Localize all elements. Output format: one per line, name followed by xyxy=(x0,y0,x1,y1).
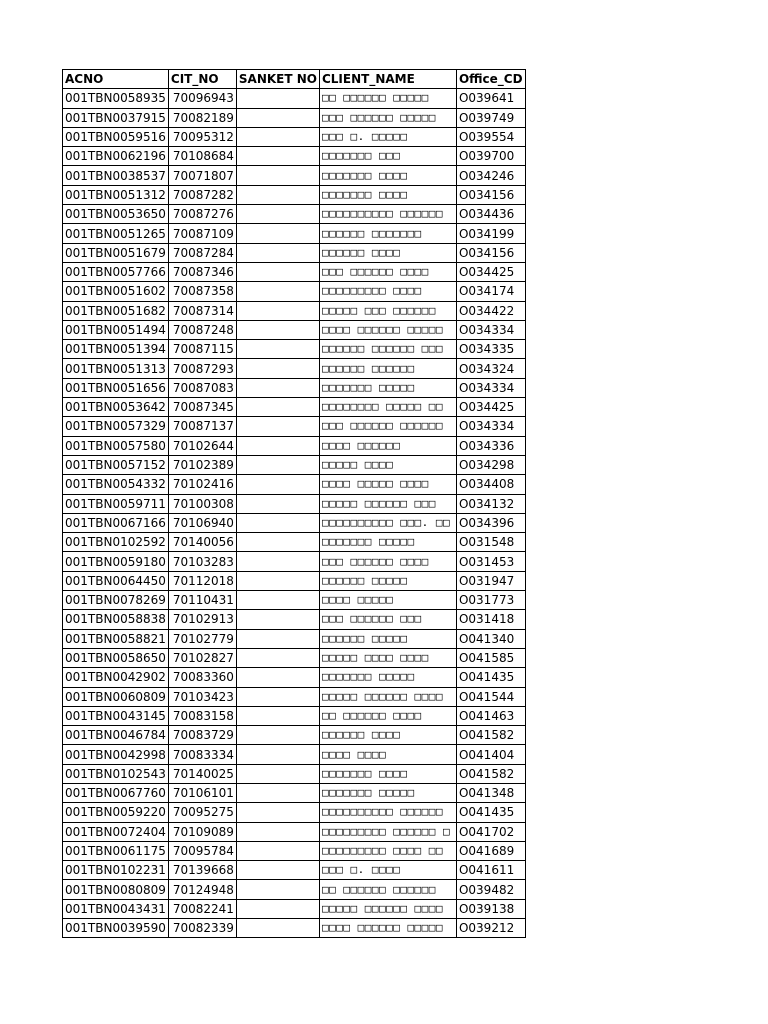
office-cd-cell: O041689 xyxy=(456,841,525,860)
client-name-cell: □□□ □□□□□□ □□□□ xyxy=(319,552,456,571)
client-name-cell: □□□□□ □□□□□□ □□□ xyxy=(319,494,456,513)
cit-no-cell: 70139668 xyxy=(168,861,236,880)
table-row xyxy=(63,610,526,629)
office-cd-cell: O034336 xyxy=(456,436,525,455)
office-cd-cell: O031418 xyxy=(456,610,525,629)
sanket-no-cell xyxy=(236,591,319,610)
acno-cell: 001TBN0057329 xyxy=(63,417,169,436)
client-name-cell: □□ □□□□□□ □□□□□ xyxy=(319,89,456,108)
sanket-no-cell xyxy=(236,648,319,667)
office-cd-cell: O031947 xyxy=(456,571,525,590)
office-cd-cell: O034436 xyxy=(456,205,525,224)
table-row xyxy=(63,533,526,552)
table-row xyxy=(63,475,526,494)
table-row xyxy=(63,398,526,417)
table-row xyxy=(63,166,526,185)
client-name-cell: □□□□□□□ □□□□□ xyxy=(319,668,456,687)
office-cd-cell: O034199 xyxy=(456,224,525,243)
client-name-cell: □□□□□ □□□□□□ □□□□ xyxy=(319,687,456,706)
cit-no-cell: 70100308 xyxy=(168,494,236,513)
table-row xyxy=(63,340,526,359)
table-row xyxy=(63,648,526,667)
table-row xyxy=(63,205,526,224)
office-cd-cell: O041435 xyxy=(456,803,525,822)
office-cd-cell: O034334 xyxy=(456,378,525,397)
client-name-cell: □□□□□□□□□ □□□□□□ □ xyxy=(319,822,456,841)
acno-cell: 001TBN0059180 xyxy=(63,552,169,571)
cit-no-cell: 70082241 xyxy=(168,899,236,918)
cit-no-cell: 70109089 xyxy=(168,822,236,841)
cit-no-cell: 70102416 xyxy=(168,475,236,494)
cit-no-cell: 70087345 xyxy=(168,398,236,417)
office-cd-cell: O034396 xyxy=(456,513,525,532)
cit-no-cell: 70110431 xyxy=(168,591,236,610)
acno-cell: 001TBN0051312 xyxy=(63,185,169,204)
office-cd-cell: O041611 xyxy=(456,861,525,880)
cit-no-cell: 70071807 xyxy=(168,166,236,185)
acno-cell: 001TBN0102543 xyxy=(63,764,169,783)
acno-cell: 001TBN0061175 xyxy=(63,841,169,860)
client-name-cell: □□□□□□ □□□□□□ xyxy=(319,359,456,378)
office-cd-cell: O034156 xyxy=(456,185,525,204)
table-row xyxy=(63,552,526,571)
sanket-no-cell xyxy=(236,398,319,417)
table-row xyxy=(63,262,526,281)
office-cd-cell: O034298 xyxy=(456,455,525,474)
acno-cell: 001TBN0062196 xyxy=(63,147,169,166)
header-acno: ACNO xyxy=(63,70,169,89)
table-row xyxy=(63,803,526,822)
client-name-cell: □□□□□□ □□□□ xyxy=(319,243,456,262)
client-name-cell: □□□ □. □□□□ xyxy=(319,861,456,880)
sanket-no-cell xyxy=(236,899,319,918)
sanket-no-cell xyxy=(236,494,319,513)
header-office-cd: Office_CD xyxy=(456,70,525,89)
sanket-no-cell xyxy=(236,127,319,146)
acno-cell: 001TBN0042998 xyxy=(63,745,169,764)
sanket-no-cell xyxy=(236,880,319,899)
sanket-no-cell xyxy=(236,571,319,590)
office-cd-cell: O039138 xyxy=(456,899,525,918)
client-name-cell: □□□□□ □□□□ xyxy=(319,455,456,474)
cit-no-cell: 70140056 xyxy=(168,533,236,552)
table-row xyxy=(63,745,526,764)
table-row xyxy=(63,455,526,474)
table-row xyxy=(63,629,526,648)
table-row xyxy=(63,436,526,455)
table-row xyxy=(63,726,526,745)
client-name-cell: □□□□□□ □□□□□ xyxy=(319,571,456,590)
cit-no-cell: 70140025 xyxy=(168,764,236,783)
acno-cell: 001TBN0058935 xyxy=(63,89,169,108)
sanket-no-cell xyxy=(236,919,319,938)
acno-cell: 001TBN0051679 xyxy=(63,243,169,262)
sanket-no-cell xyxy=(236,301,319,320)
acno-cell: 001TBN0051265 xyxy=(63,224,169,243)
table-body xyxy=(63,89,526,938)
cit-no-cell: 70087358 xyxy=(168,282,236,301)
acno-cell: 001TBN0059220 xyxy=(63,803,169,822)
table-row xyxy=(63,301,526,320)
office-cd-cell: O034335 xyxy=(456,340,525,359)
office-cd-cell: O041582 xyxy=(456,726,525,745)
client-table xyxy=(62,69,526,938)
client-name-cell: □□□ □□□□□□ □□□□□□ xyxy=(319,417,456,436)
cit-no-cell: 70087276 xyxy=(168,205,236,224)
acno-cell: 001TBN0054332 xyxy=(63,475,169,494)
sanket-no-cell xyxy=(236,205,319,224)
header-cit-no: CIT_NO xyxy=(168,70,236,89)
acno-cell: 001TBN0039590 xyxy=(63,919,169,938)
header-client-name: CLIENT_NAME xyxy=(319,70,456,89)
table-row xyxy=(63,282,526,301)
cit-no-cell: 70103423 xyxy=(168,687,236,706)
client-name-cell: □□□ □□□□□□ □□□□ xyxy=(319,262,456,281)
sanket-no-cell xyxy=(236,629,319,648)
table-row xyxy=(63,127,526,146)
table-row xyxy=(63,783,526,802)
acno-cell: 001TBN0053650 xyxy=(63,205,169,224)
cit-no-cell: 70106940 xyxy=(168,513,236,532)
table-row xyxy=(63,378,526,397)
cit-no-cell: 70095275 xyxy=(168,803,236,822)
sanket-no-cell xyxy=(236,841,319,860)
acno-cell: 001TBN0038537 xyxy=(63,166,169,185)
client-name-cell: □□□□ □□□□□□ □□□□□ xyxy=(319,919,456,938)
sanket-no-cell xyxy=(236,340,319,359)
office-cd-cell: O034156 xyxy=(456,243,525,262)
office-cd-cell: O031548 xyxy=(456,533,525,552)
client-name-cell: □□□□□□□□ □□□□□ □□ xyxy=(319,398,456,417)
client-name-cell: □□□□□□□ □□□□ xyxy=(319,185,456,204)
client-name-cell: □□□□□□ □□□□ xyxy=(319,726,456,745)
acno-cell: 001TBN0051313 xyxy=(63,359,169,378)
client-name-cell: □□□□ □□□□□□ xyxy=(319,436,456,455)
office-cd-cell: O031453 xyxy=(456,552,525,571)
client-name-cell: □□□□□□□ □□□□ xyxy=(319,166,456,185)
sanket-no-cell xyxy=(236,359,319,378)
sanket-no-cell xyxy=(236,282,319,301)
acno-cell: 001TBN0058838 xyxy=(63,610,169,629)
acno-cell: 001TBN0043145 xyxy=(63,706,169,725)
office-cd-cell: O034334 xyxy=(456,417,525,436)
client-name-cell: □□□□□□□□□□ □□□. □□ xyxy=(319,513,456,532)
table-row xyxy=(63,919,526,938)
office-cd-cell: O034425 xyxy=(456,262,525,281)
client-name-cell: □□□□ □□□□□ □□□□ xyxy=(319,475,456,494)
sanket-no-cell xyxy=(236,861,319,880)
acno-cell: 001TBN0058821 xyxy=(63,629,169,648)
client-name-cell: □□ □□□□□□ □□□□□□ xyxy=(319,880,456,899)
cit-no-cell: 70095784 xyxy=(168,841,236,860)
table-row xyxy=(63,243,526,262)
office-cd-cell: O034422 xyxy=(456,301,525,320)
client-name-cell: □□□□□□□□□ □□□□ □□ xyxy=(319,841,456,860)
office-cd-cell: O041544 xyxy=(456,687,525,706)
table-row xyxy=(63,899,526,918)
office-cd-cell: O039482 xyxy=(456,880,525,899)
acno-cell: 001TBN0057152 xyxy=(63,455,169,474)
acno-cell: 001TBN0051656 xyxy=(63,378,169,397)
cit-no-cell: 70106101 xyxy=(168,783,236,802)
table-row xyxy=(63,668,526,687)
client-name-cell: □□□□□□□□□ □□□□ xyxy=(319,282,456,301)
table-row xyxy=(63,822,526,841)
office-cd-cell: O041435 xyxy=(456,668,525,687)
office-cd-cell: O041404 xyxy=(456,745,525,764)
client-name-cell: □□ □□□□□□ □□□□ xyxy=(319,706,456,725)
acno-cell: 001TBN0037915 xyxy=(63,108,169,127)
sanket-no-cell xyxy=(236,610,319,629)
sanket-no-cell xyxy=(236,513,319,532)
acno-cell: 001TBN0080809 xyxy=(63,880,169,899)
table-row xyxy=(63,108,526,127)
client-name-cell: □□□□□ □□□□ □□□□ xyxy=(319,648,456,667)
client-name-cell: □□□□□ □□□□□□ □□□□ xyxy=(319,899,456,918)
sanket-no-cell xyxy=(236,320,319,339)
cit-no-cell: 70102827 xyxy=(168,648,236,667)
sanket-no-cell xyxy=(236,108,319,127)
office-cd-cell: O039554 xyxy=(456,127,525,146)
sanket-no-cell xyxy=(236,822,319,841)
client-name-cell: □□□ □. □□□□□ xyxy=(319,127,456,146)
cit-no-cell: 70087109 xyxy=(168,224,236,243)
cit-no-cell: 70083729 xyxy=(168,726,236,745)
office-cd-cell: O041348 xyxy=(456,783,525,802)
acno-cell: 001TBN0072404 xyxy=(63,822,169,841)
client-name-cell: □□□□□□ □□□□□□□ xyxy=(319,224,456,243)
office-cd-cell: O034324 xyxy=(456,359,525,378)
table-row xyxy=(63,359,526,378)
office-cd-cell: O031773 xyxy=(456,591,525,610)
sanket-no-cell xyxy=(236,185,319,204)
client-name-cell: □□□ □□□□□□ □□□□□ xyxy=(319,108,456,127)
office-cd-cell: O039749 xyxy=(456,108,525,127)
cit-no-cell: 70108684 xyxy=(168,147,236,166)
acno-cell: 001TBN0059711 xyxy=(63,494,169,513)
sanket-no-cell xyxy=(236,687,319,706)
office-cd-cell: O034132 xyxy=(456,494,525,513)
cit-no-cell: 70102644 xyxy=(168,436,236,455)
client-name-cell: □□□□□□□□□□ □□□□□□ xyxy=(319,205,456,224)
cit-no-cell: 70095312 xyxy=(168,127,236,146)
acno-cell: 001TBN0057580 xyxy=(63,436,169,455)
sanket-no-cell xyxy=(236,726,319,745)
cit-no-cell: 70087137 xyxy=(168,417,236,436)
acno-cell: 001TBN0067166 xyxy=(63,513,169,532)
table-row xyxy=(63,417,526,436)
office-cd-cell: O039641 xyxy=(456,89,525,108)
acno-cell: 001TBN0064450 xyxy=(63,571,169,590)
acno-cell: 001TBN0060809 xyxy=(63,687,169,706)
cit-no-cell: 70103283 xyxy=(168,552,236,571)
table-row xyxy=(63,320,526,339)
office-cd-cell: O041463 xyxy=(456,706,525,725)
table-row xyxy=(63,764,526,783)
cit-no-cell: 70102779 xyxy=(168,629,236,648)
table-row xyxy=(63,494,526,513)
sanket-no-cell xyxy=(236,764,319,783)
sanket-no-cell xyxy=(236,533,319,552)
sanket-no-cell xyxy=(236,417,319,436)
client-name-cell: □□□□□□□□□□ □□□□□□ xyxy=(319,803,456,822)
client-name-cell: □□□□ □□□□□□ □□□□□ xyxy=(319,320,456,339)
cit-no-cell: 70124948 xyxy=(168,880,236,899)
cit-no-cell: 70083334 xyxy=(168,745,236,764)
cit-no-cell: 70087314 xyxy=(168,301,236,320)
acno-cell: 001TBN0051394 xyxy=(63,340,169,359)
table-row xyxy=(63,571,526,590)
office-cd-cell: O039212 xyxy=(456,919,525,938)
office-cd-cell: O041582 xyxy=(456,764,525,783)
acno-cell: 001TBN0059516 xyxy=(63,127,169,146)
cit-no-cell: 70087284 xyxy=(168,243,236,262)
acno-cell: 001TBN0043431 xyxy=(63,899,169,918)
cit-no-cell: 70087115 xyxy=(168,340,236,359)
client-name-cell: □□□□ □□□□□ xyxy=(319,591,456,610)
sanket-no-cell xyxy=(236,89,319,108)
sanket-no-cell xyxy=(236,378,319,397)
sanket-no-cell xyxy=(236,455,319,474)
acno-cell: 001TBN0058650 xyxy=(63,648,169,667)
acno-cell: 001TBN0051494 xyxy=(63,320,169,339)
sanket-no-cell xyxy=(236,436,319,455)
office-cd-cell: O041585 xyxy=(456,648,525,667)
cit-no-cell: 70083360 xyxy=(168,668,236,687)
cit-no-cell: 70082339 xyxy=(168,919,236,938)
sanket-no-cell xyxy=(236,147,319,166)
table-row xyxy=(63,591,526,610)
table-row xyxy=(63,513,526,532)
office-cd-cell: O034246 xyxy=(456,166,525,185)
sanket-no-cell xyxy=(236,668,319,687)
cit-no-cell: 70087282 xyxy=(168,185,236,204)
table-row xyxy=(63,706,526,725)
sanket-no-cell xyxy=(236,166,319,185)
sanket-no-cell xyxy=(236,803,319,822)
table-row xyxy=(63,89,526,108)
acno-cell: 001TBN0067760 xyxy=(63,783,169,802)
table-row xyxy=(63,147,526,166)
client-name-cell: □□□□□□ □□□□□□ □□□ xyxy=(319,340,456,359)
sanket-no-cell xyxy=(236,475,319,494)
acno-cell: 001TBN0102231 xyxy=(63,861,169,880)
client-name-cell: □□□□□□□ □□□□ xyxy=(319,764,456,783)
office-cd-cell: O034174 xyxy=(456,282,525,301)
acno-cell: 001TBN0046784 xyxy=(63,726,169,745)
cit-no-cell: 70087293 xyxy=(168,359,236,378)
sanket-no-cell xyxy=(236,243,319,262)
header-sanket-no: SANKET NO xyxy=(236,70,319,89)
cit-no-cell: 70102913 xyxy=(168,610,236,629)
cit-no-cell: 70082189 xyxy=(168,108,236,127)
sanket-no-cell xyxy=(236,552,319,571)
acno-cell: 001TBN0053642 xyxy=(63,398,169,417)
cit-no-cell: 70087248 xyxy=(168,320,236,339)
cit-no-cell: 70112018 xyxy=(168,571,236,590)
acno-cell: 001TBN0042902 xyxy=(63,668,169,687)
client-name-cell: □□□□□□ □□□□□ xyxy=(319,629,456,648)
sanket-no-cell xyxy=(236,706,319,725)
sanket-no-cell xyxy=(236,262,319,281)
cit-no-cell: 70102389 xyxy=(168,455,236,474)
sanket-no-cell xyxy=(236,224,319,243)
sanket-no-cell xyxy=(236,783,319,802)
table-row xyxy=(63,224,526,243)
office-cd-cell: O039700 xyxy=(456,147,525,166)
acno-cell: 001TBN0078269 xyxy=(63,591,169,610)
table-row xyxy=(63,185,526,204)
client-name-cell: □□□□ □□□□ xyxy=(319,745,456,764)
cit-no-cell: 70087346 xyxy=(168,262,236,281)
client-name-cell: □□□□□□□ □□□□□ xyxy=(319,533,456,552)
client-name-cell: □□□□□□□ □□□□□ xyxy=(319,378,456,397)
client-name-cell: □□□□□□□ □□□ xyxy=(319,147,456,166)
table-row xyxy=(63,861,526,880)
header-row xyxy=(63,70,526,89)
office-cd-cell: O041340 xyxy=(456,629,525,648)
office-cd-cell: O034425 xyxy=(456,398,525,417)
acno-cell: 001TBN0051602 xyxy=(63,282,169,301)
client-name-cell: □□□□□□□ □□□□□ xyxy=(319,783,456,802)
acno-cell: 001TBN0102592 xyxy=(63,533,169,552)
table-row xyxy=(63,880,526,899)
cit-no-cell: 70087083 xyxy=(168,378,236,397)
acno-cell: 001TBN0051682 xyxy=(63,301,169,320)
cit-no-cell: 70083158 xyxy=(168,706,236,725)
table-row xyxy=(63,841,526,860)
acno-cell: 001TBN0057766 xyxy=(63,262,169,281)
client-name-cell: □□□□□ □□□ □□□□□□ xyxy=(319,301,456,320)
table-row xyxy=(63,687,526,706)
office-cd-cell: O034408 xyxy=(456,475,525,494)
client-name-cell: □□□ □□□□□□ □□□ xyxy=(319,610,456,629)
sanket-no-cell xyxy=(236,745,319,764)
cit-no-cell: 70096943 xyxy=(168,89,236,108)
office-cd-cell: O041702 xyxy=(456,822,525,841)
office-cd-cell: O034334 xyxy=(456,320,525,339)
